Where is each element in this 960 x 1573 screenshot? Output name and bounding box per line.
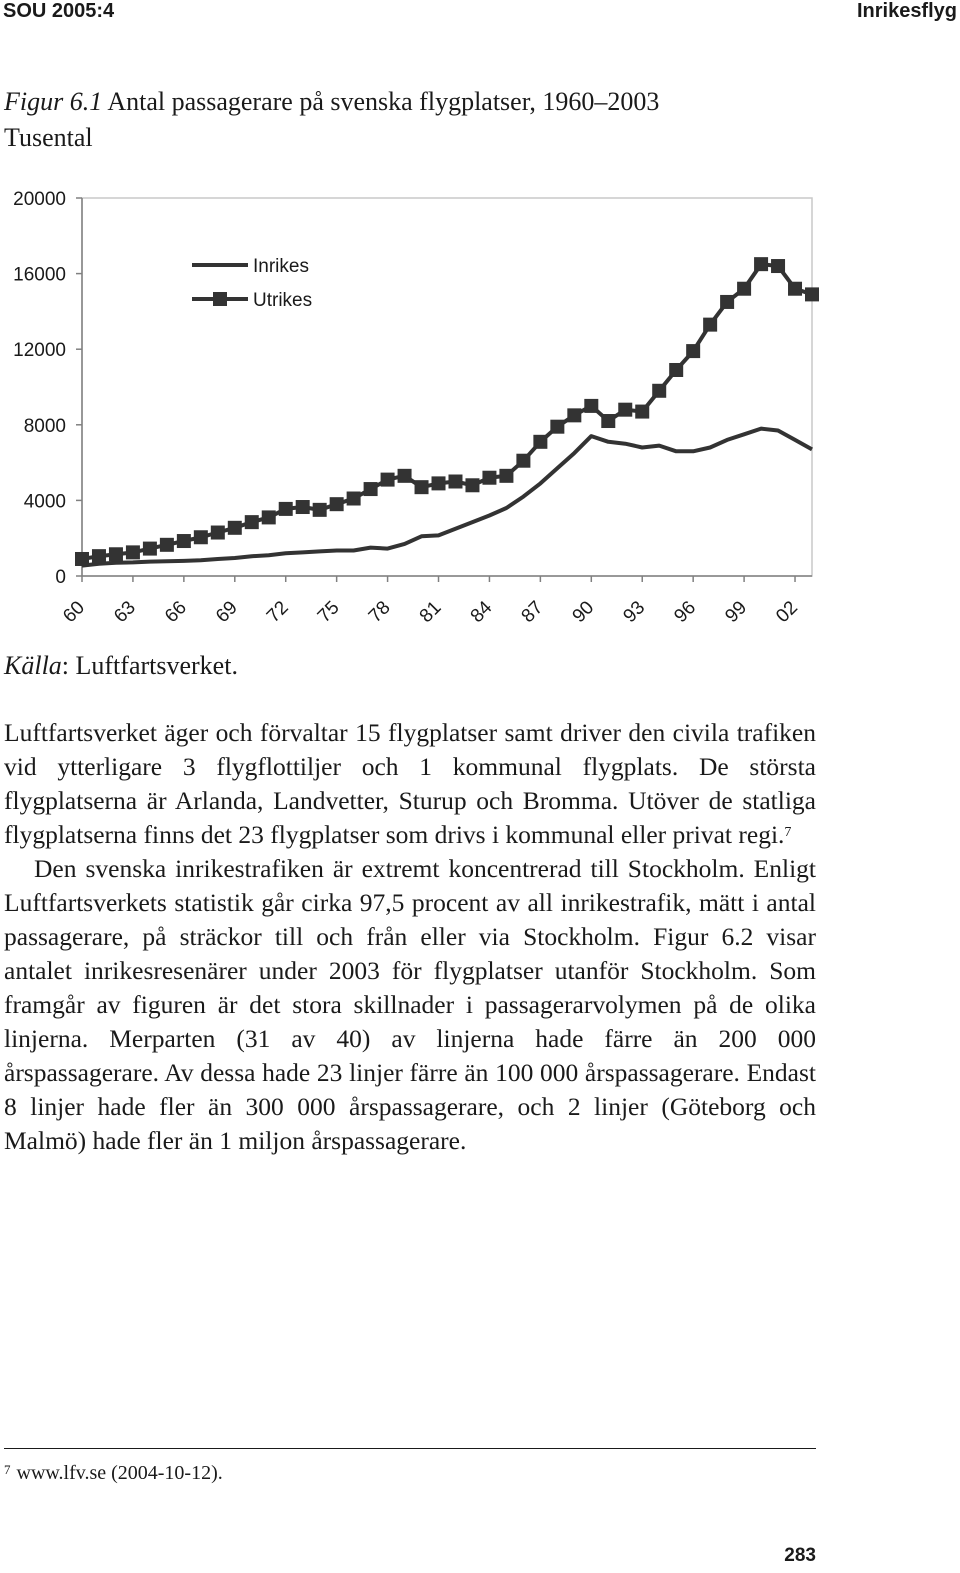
data-point-utrikes bbox=[465, 478, 479, 492]
body-text bbox=[4, 716, 816, 1158]
x-tick-label: 60 bbox=[59, 597, 90, 628]
x-tick-label: 96 bbox=[670, 597, 701, 628]
data-point-utrikes bbox=[499, 469, 513, 483]
x-tick-label: 02 bbox=[772, 597, 803, 628]
data-point-utrikes bbox=[533, 435, 547, 449]
y-tick-label: 4000 bbox=[23, 491, 66, 513]
data-point-utrikes bbox=[279, 502, 293, 516]
data-point-utrikes bbox=[296, 500, 310, 514]
data-point-utrikes bbox=[686, 344, 700, 358]
data-point-utrikes bbox=[720, 295, 734, 309]
data-point-utrikes bbox=[211, 526, 225, 540]
footnote-ref: 7 bbox=[784, 825, 792, 840]
x-tick-label: 78 bbox=[364, 597, 395, 628]
page-number: 283 bbox=[784, 1545, 816, 1566]
data-point-utrikes bbox=[754, 257, 768, 271]
running-header-right: Inrikesflyg bbox=[856, 0, 957, 22]
footnote-rule bbox=[4, 1448, 816, 1449]
data-point-utrikes bbox=[398, 469, 412, 483]
figure-title bbox=[4, 86, 659, 118]
y-tick-label: 16000 bbox=[13, 264, 66, 286]
data-point-utrikes bbox=[771, 259, 785, 273]
x-tick-label: 66 bbox=[161, 597, 191, 628]
x-tick-label: 93 bbox=[619, 597, 650, 628]
data-point-utrikes bbox=[703, 318, 717, 332]
figure-label: Figur 6.1 bbox=[4, 87, 103, 116]
x-tick-label: 72 bbox=[262, 597, 293, 628]
data-point-utrikes bbox=[482, 471, 496, 485]
data-point-utrikes bbox=[228, 521, 242, 535]
data-point-utrikes bbox=[347, 492, 361, 506]
data-point-utrikes bbox=[143, 542, 157, 556]
data-point-utrikes bbox=[669, 363, 683, 377]
data-point-utrikes bbox=[262, 510, 276, 524]
data-point-utrikes bbox=[567, 408, 581, 422]
footnote-number: 7 bbox=[4, 1462, 11, 1477]
y-tick-label: 12000 bbox=[13, 340, 66, 362]
y-tick-label: 8000 bbox=[23, 415, 66, 437]
running-header-left: SOU 2005:4 bbox=[3, 0, 115, 22]
data-point-utrikes bbox=[160, 538, 174, 552]
x-tick-label: 90 bbox=[568, 597, 599, 628]
data-point-utrikes bbox=[381, 473, 395, 487]
data-point-utrikes bbox=[601, 414, 615, 428]
y-tick-label: 0 bbox=[55, 567, 66, 588]
legend-label-utrikes: Utrikes bbox=[253, 290, 313, 311]
plot-frame bbox=[82, 198, 812, 576]
data-point-utrikes bbox=[364, 482, 378, 496]
series-line-inrikes bbox=[82, 429, 812, 566]
data-point-utrikes bbox=[330, 497, 344, 511]
data-point-utrikes bbox=[618, 403, 632, 417]
paragraph-2: Den svenska inrikestrafiken är extremt koncentrerad till Stockholm. Enligt Luftfartsverkets statistik går cirka 97,5 procent av all inrikestrafik, mätt i antal passagerare, på sträckor till och från eller via Stockholm. Figur 6.2 visar antalet inrikesresenärer under 2003 för flygplatser utanför Stockholm. Som framgår av figuren är det stora skillnader i passagerarvolymen på de olika linjerna. Merparten (31 av 40) av linjerna hade färre än 200 000 årspassagerare. Av dessa hade 23 linjer färre än 100 000 årspassagerare. Endast 8 linjer hade fler än 300 000 årspassagerare, och 2 linjer (Göteborg och Malmö) hade fler än 1 miljon årspassagerare. bbox=[4, 854, 816, 1155]
data-point-utrikes bbox=[652, 384, 666, 398]
data-point-utrikes bbox=[126, 545, 140, 559]
data-point-utrikes bbox=[432, 476, 446, 490]
data-point-utrikes bbox=[737, 282, 751, 296]
footnote bbox=[4, 1460, 223, 1486]
x-tick-label: 63 bbox=[110, 597, 140, 628]
data-point-utrikes bbox=[92, 549, 106, 563]
paragraph-1-text: Luftfartsverket äger och förvaltar 15 flygplatser samt driver den civila trafiken vid ytterligare 3 flygflottiljer och 1 kommunal flygplats. De största flygplatserna är Arlanda, Landvetter, Sturup och Bromma. Utöver de statliga flygplatserna finns det 23 flygplatser som drivs i kommunal eller privat regi. bbox=[4, 718, 816, 849]
series-line-utrikes bbox=[82, 264, 812, 559]
legend-label-inrikes: Inrikes bbox=[253, 256, 309, 277]
data-point-utrikes bbox=[448, 475, 462, 489]
figure-title-text: Antal passagerare på svenska flygplatser, 1960–2003 bbox=[107, 87, 660, 116]
source-label: Källa bbox=[4, 651, 62, 680]
y-tick-label: 20000 bbox=[13, 189, 66, 210]
data-point-utrikes bbox=[415, 480, 429, 494]
data-point-utrikes bbox=[313, 503, 327, 517]
data-point-utrikes bbox=[75, 552, 89, 566]
data-point-utrikes bbox=[177, 534, 191, 548]
data-point-utrikes bbox=[550, 420, 564, 434]
data-point-utrikes bbox=[245, 515, 259, 529]
x-tick-label: 81 bbox=[415, 597, 446, 628]
x-tick-label: 99 bbox=[721, 597, 752, 628]
data-point-utrikes bbox=[635, 405, 649, 419]
x-tick-label: 87 bbox=[517, 597, 548, 628]
footnote-text: www.lfv.se (2004-10-12). bbox=[16, 1462, 223, 1484]
x-tick-label: 84 bbox=[466, 597, 497, 628]
source-text: : Luftfartsverket. bbox=[61, 651, 238, 680]
legend-marker-utrikes bbox=[213, 292, 227, 306]
passenger-line-chart bbox=[0, 178, 830, 648]
figure-source bbox=[4, 650, 238, 682]
x-tick-label: 75 bbox=[313, 597, 344, 628]
data-point-utrikes bbox=[194, 530, 208, 544]
x-tick-label: 69 bbox=[212, 597, 242, 628]
data-point-utrikes bbox=[109, 547, 123, 561]
data-point-utrikes bbox=[516, 454, 530, 468]
paragraph-1 bbox=[4, 716, 816, 852]
figure-unit: Tusental bbox=[4, 123, 93, 152]
data-point-utrikes bbox=[805, 287, 819, 301]
data-point-utrikes bbox=[584, 399, 598, 413]
data-point-utrikes bbox=[788, 282, 802, 296]
